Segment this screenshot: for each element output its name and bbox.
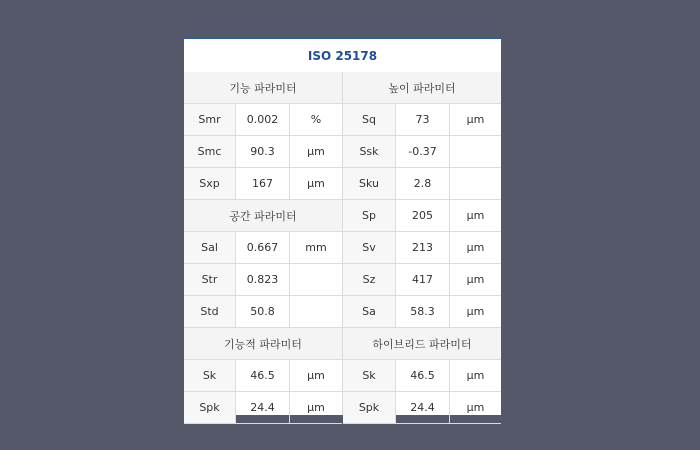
parameter-row: [343, 104, 501, 136]
parameter-row: [184, 296, 342, 328]
parameter-row: [184, 360, 342, 392]
parameter-name: Smc: [184, 136, 236, 167]
iso-parameter-panel: [184, 37, 501, 415]
parameter-value: 2.8: [396, 168, 450, 199]
parameter-unit: μm: [466, 113, 485, 126]
parameter-value: -0.37: [396, 136, 450, 167]
parameter-row: [184, 232, 342, 264]
panel-title: ISO 25178: [184, 39, 501, 73]
parameter-name: Sa: [343, 296, 396, 327]
parameter-row: [343, 392, 501, 424]
parameter-value: 205: [396, 200, 450, 231]
parameter-unit: μm: [466, 209, 485, 222]
parameter-row: [343, 296, 501, 328]
parameter-name: Sz: [343, 264, 396, 295]
parameter-row: [184, 168, 342, 200]
parameter-name: Sxp: [184, 168, 236, 199]
parameter-row: [343, 200, 501, 232]
parameter-unit: [450, 136, 501, 167]
parameter-row: [343, 360, 501, 392]
parameter-value: 0.823: [236, 264, 290, 295]
parameter-value: 167: [236, 168, 290, 199]
parameter-unit: %: [310, 113, 322, 126]
parameter-value: 24.4: [396, 392, 450, 423]
left-column: [184, 72, 342, 424]
parameter-row: [343, 232, 501, 264]
parameter-name: Sq: [343, 104, 396, 135]
parameter-value: 73: [396, 104, 450, 135]
section-header: 기능 파라미터: [184, 72, 342, 104]
parameter-value: 0.667: [236, 232, 290, 263]
parameter-row: [343, 168, 501, 200]
parameter-unit: μm: [307, 369, 325, 382]
parameter-value: 50.8: [236, 296, 290, 327]
section-header: 높이 파라미터: [343, 72, 501, 104]
parameter-unit: [290, 296, 342, 327]
section-header: 기능적 파라미터: [184, 328, 342, 360]
right-column: [343, 72, 501, 424]
parameter-value: 46.5: [396, 360, 450, 391]
parameter-row: [184, 264, 342, 296]
parameter-value: 90.3: [236, 136, 290, 167]
section-header: 공간 파라미터: [184, 200, 342, 232]
parameter-value: 58.3: [396, 296, 450, 327]
parameter-name: Sp: [343, 200, 396, 231]
parameter-name: Spk: [184, 392, 236, 423]
parameter-unit: μm: [466, 241, 485, 254]
parameter-name: Sal: [184, 232, 236, 263]
parameter-name: Sk: [184, 360, 236, 391]
parameter-unit: [290, 264, 342, 295]
parameter-row: [184, 104, 342, 136]
parameter-unit: mm: [305, 241, 327, 254]
parameter-value: 0.002: [236, 104, 290, 135]
parameter-value: 46.5: [236, 360, 290, 391]
parameter-unit: μm: [307, 177, 325, 190]
parameter-unit: μm: [466, 369, 485, 382]
parameter-name: Smr: [184, 104, 236, 135]
parameter-unit: μm: [307, 401, 325, 414]
parameter-value: 213: [396, 232, 450, 263]
parameter-name: Sku: [343, 168, 396, 199]
parameter-unit: μm: [307, 145, 325, 158]
parameter-unit: μm: [466, 305, 485, 318]
parameter-name: Ssk: [343, 136, 396, 167]
parameter-name: Sv: [343, 232, 396, 263]
parameter-value: 417: [396, 264, 450, 295]
parameter-name: Spk: [343, 392, 396, 423]
parameter-unit: [450, 168, 501, 199]
section-header: 하이브리드 파라미터: [343, 328, 501, 360]
parameter-unit: μm: [466, 401, 485, 414]
parameter-row: [343, 136, 501, 168]
parameter-unit: μm: [466, 273, 485, 286]
parameter-row: [343, 264, 501, 296]
parameter-name: Std: [184, 296, 236, 327]
parameter-value: 24.4: [236, 392, 290, 423]
parameter-row: [184, 136, 342, 168]
parameter-name: Sk: [343, 360, 396, 391]
parameter-name: Str: [184, 264, 236, 295]
parameter-row: [184, 392, 342, 424]
